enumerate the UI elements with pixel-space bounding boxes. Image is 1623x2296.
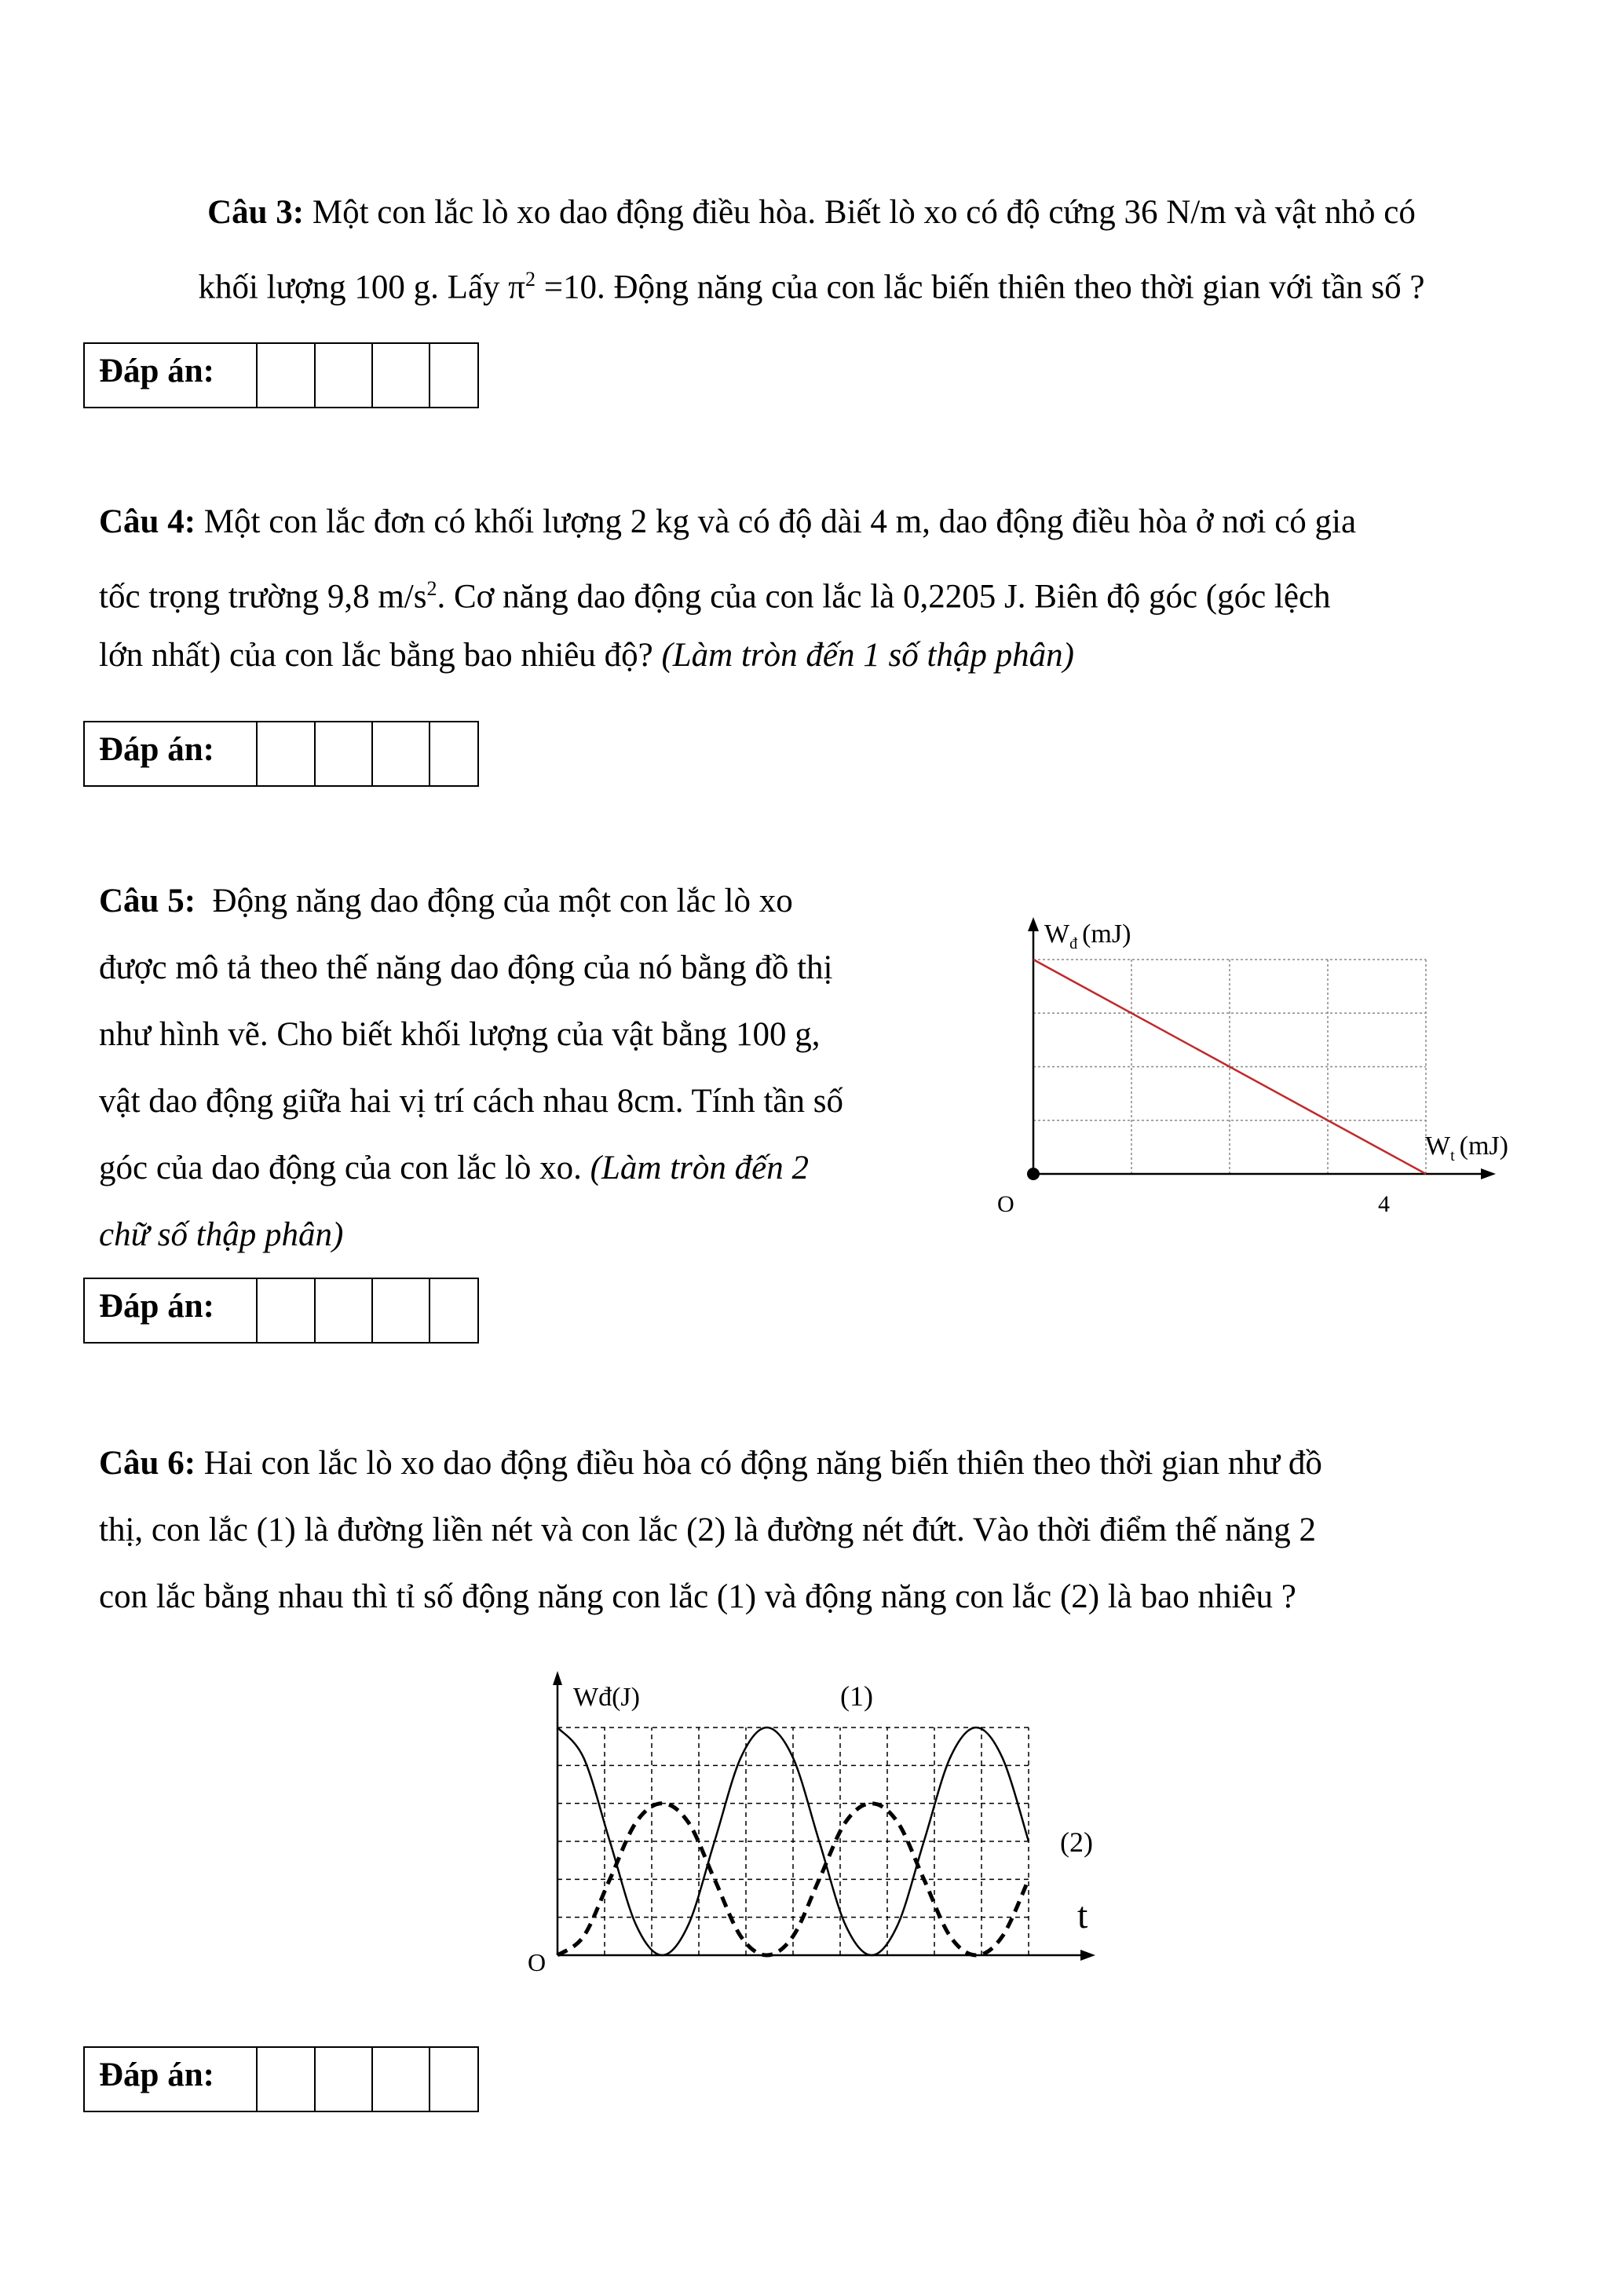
q5-line3: như hình vẽ. Cho biết khối lượng của vật bằng 100 g,: [99, 1016, 821, 1053]
x-tick-label: 4: [1378, 1191, 1390, 1217]
q4-answer-box[interactable]: [83, 721, 479, 787]
answer-cell[interactable]: [430, 344, 477, 407]
answer-cell[interactable]: [316, 722, 373, 785]
q6-line3: con lắc bằng nhau thì tỉ số động năng con lắc (1) và động năng con lắc (2) là bao nhiêu ?: [99, 1578, 1296, 1615]
q3-label: Câu 3:: [207, 194, 305, 231]
q3-line2: khối lượng 100 g. Lấy $\pi^2 =10$. Động năng của con lắc biến thiên theo thời gian với tần số ?: [198, 268, 1425, 306]
origin-label: O: [528, 1948, 546, 1976]
y-axis-label: $W_đ$ (mJ): [1044, 919, 1131, 952]
q4-line3: lớn nhất) của con lắc bằng bao nhiêu độ? (Làm tròn đến 1 số thập phân): [99, 637, 1075, 674]
q6-label: Câu 6:: [99, 1445, 196, 1482]
answer-cell[interactable]: [373, 2048, 430, 2111]
q5-note: (Làm tròn đến 2: [590, 1150, 809, 1186]
answer-cell[interactable]: [258, 2048, 315, 2111]
q3-answer-box[interactable]: [83, 342, 479, 408]
q5-line5: góc của dao động của con lắc lò xo. (Làm tròn đến 2: [99, 1150, 809, 1186]
q5-line6: chữ số thập phân): [99, 1216, 344, 1253]
answer-cell[interactable]: [258, 1279, 315, 1342]
x-axis-label: t: [1077, 1895, 1088, 1936]
q5-label: Câu 5:: [99, 883, 196, 919]
answer-cell[interactable]: [316, 2048, 373, 2111]
kinetic-energy-chart: [518, 1665, 1115, 1987]
q4-label: Câu 4:: [99, 503, 196, 540]
answer-label: Đáp án:: [85, 344, 258, 407]
answer-label: Đáp án:: [85, 2048, 258, 2111]
series-2-label: (2): [1060, 1826, 1093, 1858]
answer-cell[interactable]: [316, 1279, 373, 1342]
chart-grid: [557, 1727, 1029, 1955]
q5-line4: vật dao động giữa hai vị trí cách nhau 8cm. Tính tần số: [99, 1083, 843, 1120]
answer-cell[interactable]: [316, 344, 373, 407]
chart-axes: [553, 1671, 1095, 1961]
answer-cell[interactable]: [373, 722, 430, 785]
answer-cell[interactable]: [430, 2048, 477, 2111]
origin-label: O: [997, 1191, 1014, 1217]
series-1-label: (1): [840, 1680, 873, 1712]
answer-cell[interactable]: [373, 1279, 430, 1342]
q4-note: (Làm tròn đến 1 số thập phân): [661, 637, 1075, 674]
x-axis-label: $W_t$ (mJ): [1425, 1132, 1508, 1164]
q5-line1: Câu 5: Động năng dao động của một con lắc lò xo: [99, 883, 793, 919]
y-axis-label: Wđ(J): [573, 1683, 640, 1712]
answer-cell[interactable]: [430, 722, 477, 785]
q5-answer-box[interactable]: [83, 1278, 479, 1344]
q6-answer-box[interactable]: [83, 2046, 479, 2112]
q3-line1: Câu 3: Một con lắc lò xo dao động điều hòa. Biết lò xo có độ cứng 36 N/m và vật nhỏ có: [207, 194, 1416, 231]
answer-cell[interactable]: [373, 344, 430, 407]
answer-cell[interactable]: [258, 722, 315, 785]
answer-label: Đáp án:: [85, 1279, 258, 1342]
energy-chart: [981, 911, 1515, 1225]
answer-cell[interactable]: [430, 1279, 477, 1342]
q4-line1: Câu 4: Một con lắc đơn có khối lượng 2 kg và có độ dài 4 m, dao động điều hòa ở nơi có gia: [99, 503, 1357, 540]
q5-line2: được mô tả theo thế năng dao động của nó bằng đồ thị: [99, 949, 833, 986]
q4-line2: tốc trọng trường 9,8 $m/s^2$. Cơ năng dao động của con lắc là 0,2205 J. Biên độ góc (góc lệch: [99, 577, 1331, 616]
answer-cell[interactable]: [258, 344, 315, 407]
q6-line2: thị, con lắc (1) là đường liền nét và con lắc (2) là đường nét đứt. Vào thời điểm thế năng 2: [99, 1512, 1316, 1548]
origin-dot: [1027, 1168, 1040, 1180]
q6-line1: Câu 6: Hai con lắc lò xo dao động điều hòa có động năng biến thiên theo thời gian như đồ: [99, 1445, 1322, 1482]
answer-label: Đáp án:: [85, 722, 258, 785]
